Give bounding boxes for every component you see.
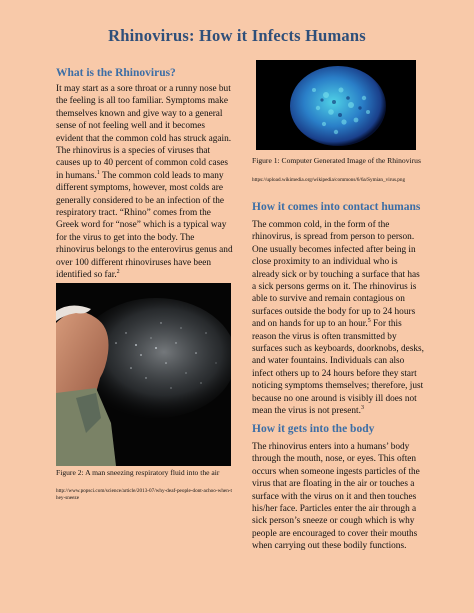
paragraph-contact (252, 219, 424, 418)
footnote-ref: 1 (96, 169, 100, 176)
heading-contact: How it comes into contact humans (252, 201, 421, 213)
heading-gets-into-body: How it gets into the body (252, 423, 375, 435)
heading-what-is: What is the Rhinovirus? (56, 67, 176, 79)
paragraph-what-is (56, 83, 234, 282)
paragraph-what-is-part2: The common cold leads to many different symptoms, however, most colds are generally considered to be an infection of the respiratory tract. “Rhino” comes from the Greek word for “nose” which is a typical way for the virus to get into the body. The rhinovirus belongs to the enterovirus genus and over 100 different rhinoviruses have been identified so far. (56, 170, 233, 281)
paragraph-contact-part2: For this reason the virus is often transmitted by surfaces such as keyboards, doorknobs, desks, and water fountains. Individuals can also infect others up to 24 hours before they start noticing symptoms themselves; therefore, just because no one around is visibly ill does not mean the virus is not present. (252, 319, 424, 417)
paragraph-what-is-part1: It may start as a sore throat or a runny nose but the feeling is all too familiar. Symptoms make themselves known and give way to a general sense of not feeling well and it becomes evident that the common cold has struck again. The rhinovirus is a species of viruses that causes up to 40 percent of common cold cases in humans. (56, 84, 232, 181)
page-title: Rhinovirus: How it Infects Humans (108, 26, 366, 45)
paragraph-gets-into-body: The rhinovirus enters into a humans’ body through the mouth, nose, or eyes. This often occurs when someone ingests particles of the virus that are floating in the air or touches a surface with the virus on it and then touches his/her face. Particles enter the air through a sick person’s sneeze or cough which is why people are encouraged to cover their mouths when carrying out these bodily functions. (252, 442, 420, 552)
paragraph-contact-part1: The common cold, in the form of the rhinovirus, is spread from person to person. One usually becomes infected after being in close proximity to an individual who is already sick or by touching a surface that has a sick persons germs on it. The rhinovirus is able to survive and remain contagious on surfaces outside the body for up to 24 hours and on hands for up to an hour. (252, 220, 420, 330)
footnote-ref: 2 (116, 269, 120, 275)
footnote-ref: 3 (360, 405, 364, 411)
rhinovirus-image (256, 60, 416, 150)
figure2-source-url[interactable]: http://www.popsci.com/science/article/2013-07/why-deaf-people-dont-achoo-when-they-sneeze (56, 488, 232, 501)
footnote-ref: 5 (367, 318, 371, 325)
figure1-source-url[interactable]: https://upload.wikimedia.org/wikipedia/commons/6/6a/Symian_virus.png (252, 177, 406, 183)
figure2-caption: Figure 2: A man sneezing respiratory fluid into the air (56, 468, 220, 477)
sneezing-man-image (56, 283, 231, 466)
figure1-caption: Figure 1: Computer Generated Image of the Rhinovirus (252, 156, 421, 165)
